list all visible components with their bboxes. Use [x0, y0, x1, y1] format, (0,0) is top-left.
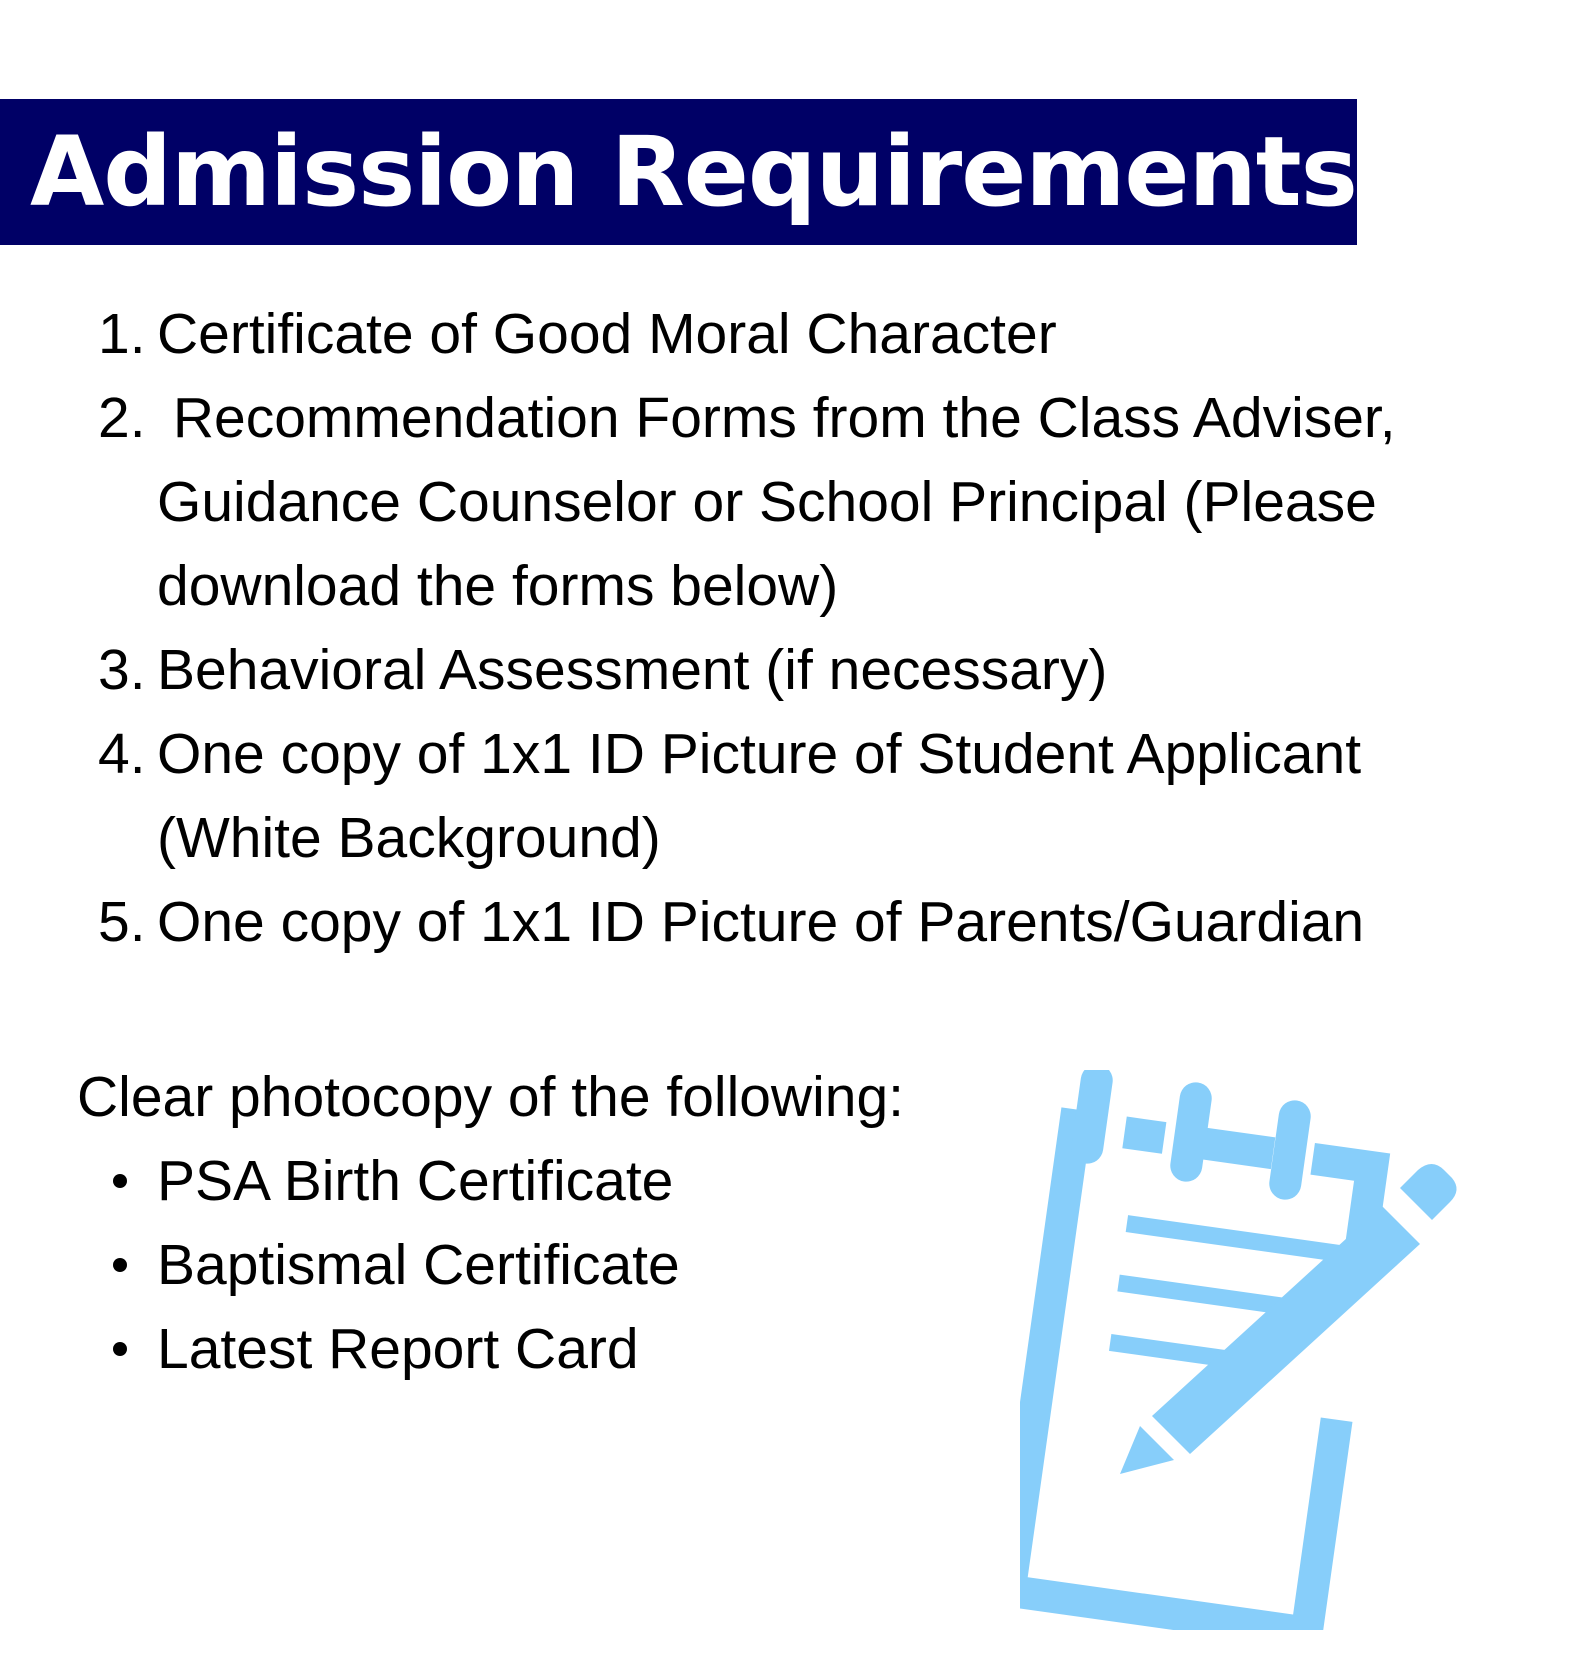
requirement-text: (White Background): [157, 806, 661, 870]
photocopy-item-label: Baptismal Certificate: [157, 1233, 680, 1297]
requirement-item-1: [0, 292, 1587, 376]
photocopy-heading: Clear photocopy of the following:: [77, 1065, 905, 1129]
bullet-icon: [113, 1174, 127, 1188]
requirement-text: Recommendation Forms from the Class Adviser,: [157, 386, 1396, 450]
requirement-text: One copy of 1x1 ID Picture of Parents/Guardian: [157, 890, 1365, 954]
photocopy-item-label: Latest Report Card: [157, 1317, 639, 1381]
requirement-text: Guidance Counselor or School Principal (Please: [157, 470, 1377, 534]
requirement-number: 1.: [98, 302, 146, 366]
bullet-icon: [113, 1342, 127, 1356]
requirements-list: [0, 292, 1587, 964]
notepad-pencil-icon: [1020, 1070, 1580, 1630]
requirement-text: download the forms below): [157, 554, 839, 618]
requirement-number: 3.: [98, 638, 146, 702]
requirement-item-2: [0, 376, 1587, 628]
title-banner: [0, 99, 1357, 245]
requirement-text: One copy of 1x1 ID Picture of Student Applicant: [157, 722, 1362, 786]
page-title: Admission Requirements: [30, 116, 1357, 228]
requirement-number: 4.: [98, 722, 146, 786]
requirement-text: Certificate of Good Moral Character: [157, 302, 1057, 366]
requirement-number: 2.: [98, 386, 146, 450]
requirement-item-3: [0, 628, 1587, 712]
photocopy-list: [0, 1139, 680, 1391]
requirement-item-5: [0, 880, 1587, 964]
bullet-icon: [113, 1258, 127, 1272]
photocopy-item-label: PSA Birth Certificate: [157, 1149, 674, 1213]
requirement-item-4: [0, 712, 1587, 880]
photocopy-item: [0, 1307, 680, 1391]
requirement-text: Behavioral Assessment (if necessary): [157, 638, 1108, 702]
photocopy-item: [0, 1139, 680, 1223]
requirement-number: 5.: [98, 890, 146, 954]
photocopy-item: [0, 1223, 680, 1307]
